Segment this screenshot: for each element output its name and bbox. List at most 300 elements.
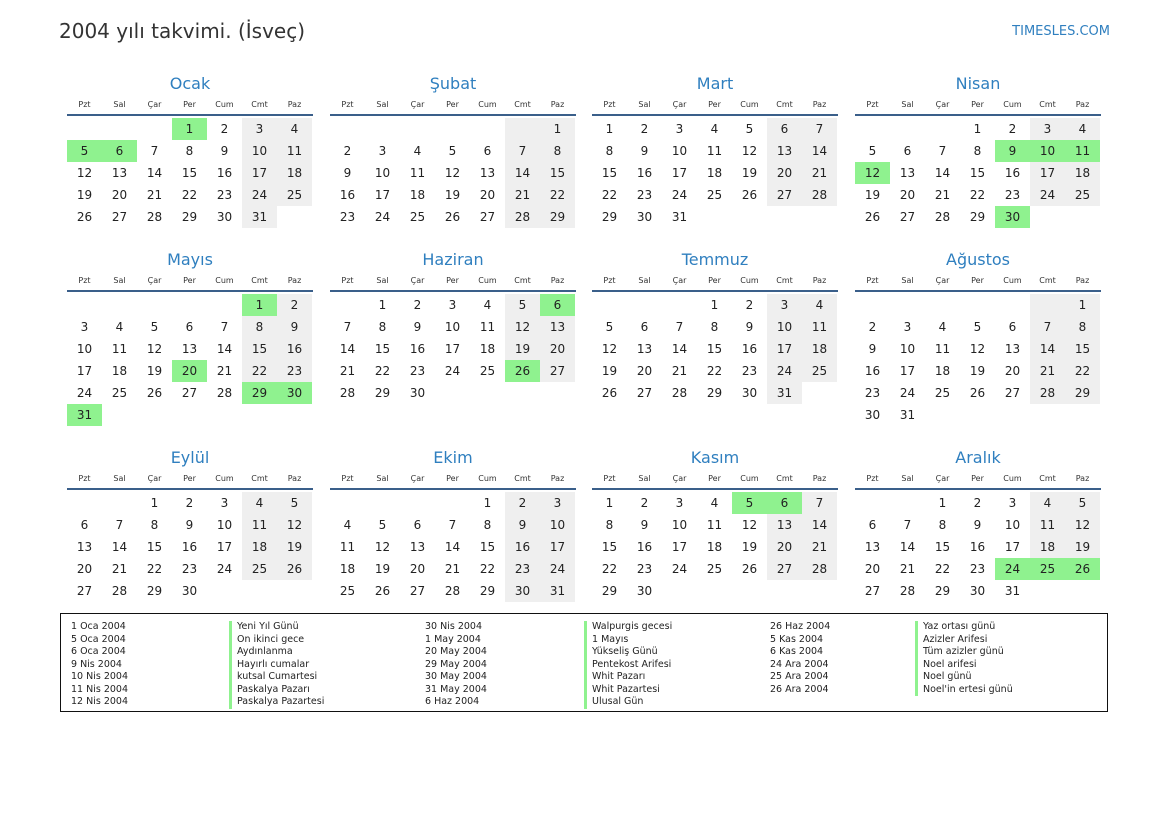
- day-cell: 12: [601, 342, 618, 356]
- day-cell: 2: [1008, 122, 1017, 136]
- weekday-label: Çar: [935, 100, 950, 109]
- day-grid: [592, 492, 838, 602]
- weekday-label: Sal: [638, 276, 651, 285]
- day-cell: 9: [868, 342, 877, 356]
- day-cell: 19: [741, 166, 758, 180]
- weekday-label: Pzt: [866, 276, 879, 285]
- day-cell: 24: [242, 184, 277, 206]
- empty-cell: [207, 294, 242, 316]
- day-cell: 26: [601, 386, 618, 400]
- legend-date: 6 Haz 2004: [425, 696, 480, 707]
- day-cell: 16: [505, 536, 540, 558]
- day-cell: 18: [339, 562, 356, 576]
- month-name: Temmuz: [681, 250, 749, 269]
- empty-cell: [1030, 206, 1065, 228]
- day-cell: 2: [277, 294, 312, 316]
- legend-holiday-name: Whit Pazartesi: [592, 683, 660, 695]
- day-cell: 31: [540, 580, 575, 602]
- empty-cell: [592, 294, 627, 316]
- day-cell: 25: [706, 562, 723, 576]
- day-cell: 4: [1065, 118, 1100, 140]
- day-cell: 20: [1004, 364, 1021, 378]
- day-cell: 13: [479, 166, 496, 180]
- month-name: Mart: [696, 74, 734, 93]
- day-cell: 23: [636, 188, 653, 202]
- empty-cell: [662, 294, 697, 316]
- day-cell: 1: [150, 496, 159, 510]
- empty-cell: [1065, 404, 1100, 426]
- day-grid: [67, 492, 313, 602]
- day-cell: 9: [640, 144, 649, 158]
- weekday-label: Cum: [740, 474, 759, 483]
- day-cell: 21: [802, 162, 837, 184]
- day-cell: 22: [374, 364, 391, 378]
- day-cell: 15: [540, 162, 575, 184]
- day-cell: 13: [111, 166, 128, 180]
- day-cell: 22: [181, 188, 198, 202]
- month-block: [330, 248, 576, 404]
- day-cell: 26: [374, 584, 391, 598]
- day-cell: 30: [636, 210, 653, 224]
- empty-cell: [767, 580, 802, 602]
- empty-cell: [102, 118, 137, 140]
- month-name: Şubat: [429, 74, 477, 93]
- empty-cell: [435, 492, 470, 514]
- day-cell: 7: [448, 518, 457, 532]
- day-cell: 13: [767, 140, 802, 162]
- weekday-label: Çar: [147, 474, 162, 483]
- day-cell: 20: [172, 360, 207, 382]
- day-cell: 20: [899, 188, 916, 202]
- weekday-label: Paz: [1075, 276, 1090, 285]
- day-cell: 15: [242, 338, 277, 360]
- day-cell: 30: [741, 386, 758, 400]
- day-cell: 9: [640, 518, 649, 532]
- legend-holiday-name: Ulusal Gün: [592, 696, 644, 707]
- day-cell: 20: [767, 162, 802, 184]
- day-cell: 26: [277, 558, 312, 580]
- day-cell: 1: [938, 496, 947, 510]
- day-cell: 2: [640, 496, 649, 510]
- day-cell: 7: [505, 140, 540, 162]
- day-cell: 21: [146, 188, 163, 202]
- day-cell: 1: [242, 294, 277, 316]
- day-cell: 3: [903, 320, 912, 334]
- day-cell: 18: [1030, 536, 1065, 558]
- empty-cell: [277, 206, 312, 228]
- empty-cell: [102, 294, 137, 316]
- weekday-label: Sal: [113, 474, 126, 483]
- day-cell: 14: [934, 166, 951, 180]
- weekday-label: Cum: [478, 100, 497, 109]
- day-cell: 17: [899, 364, 916, 378]
- brand-link[interactable]: TIMESLES.COM: [1012, 24, 1110, 39]
- weekday-header: [330, 272, 576, 292]
- weekday-header: [330, 470, 576, 490]
- day-cell: 4: [277, 118, 312, 140]
- day-cell: 1: [483, 496, 492, 510]
- day-cell: 17: [1030, 162, 1065, 184]
- day-cell: 12: [374, 540, 391, 554]
- day-cell: 10: [216, 518, 233, 532]
- day-cell: 13: [767, 514, 802, 536]
- legend-holiday-name: On ikinci gece: [237, 633, 305, 645]
- day-cell: 23: [409, 364, 426, 378]
- day-cell: 22: [934, 562, 951, 576]
- legend-name-column: [229, 621, 324, 709]
- day-grid: [67, 294, 313, 426]
- day-cell: 4: [710, 122, 719, 136]
- day-cell: 14: [505, 162, 540, 184]
- day-cell: 19: [277, 536, 312, 558]
- day-grid: [592, 118, 838, 228]
- day-cell: 5: [745, 122, 754, 136]
- weekday-label: Çar: [147, 100, 162, 109]
- empty-cell: [1065, 580, 1100, 602]
- day-cell: 24: [1030, 184, 1065, 206]
- weekday-header: [67, 470, 313, 490]
- day-cell: 23: [277, 360, 312, 382]
- weekday-label: Sal: [901, 100, 914, 109]
- day-cell: 27: [864, 584, 881, 598]
- weekday-label: Paz: [550, 474, 565, 483]
- weekday-label: Per: [183, 100, 196, 109]
- day-cell: 18: [277, 162, 312, 184]
- day-cell: 30: [969, 584, 986, 598]
- day-cell: 2: [640, 122, 649, 136]
- day-cell: 22: [601, 188, 618, 202]
- day-cell: 9: [277, 316, 312, 338]
- legend-holiday-name: Walpurgis gecesi: [592, 621, 673, 632]
- empty-cell: [102, 492, 137, 514]
- empty-cell: [802, 382, 837, 404]
- day-cell: 22: [540, 184, 575, 206]
- day-cell: 24: [216, 562, 233, 576]
- day-cell: 11: [706, 518, 723, 532]
- day-cell: 1: [172, 118, 207, 140]
- empty-cell: [172, 404, 207, 426]
- weekday-label: Cmt: [776, 276, 793, 285]
- day-cell: 10: [444, 320, 461, 334]
- weekday-label: Cmt: [776, 474, 793, 483]
- day-cell: 22: [242, 360, 277, 382]
- day-cell: 6: [868, 518, 877, 532]
- weekday-label: Cmt: [776, 100, 793, 109]
- day-cell: 25: [934, 386, 951, 400]
- day-cell: 30: [505, 580, 540, 602]
- day-cell: 27: [1004, 386, 1021, 400]
- day-cell: 29: [969, 210, 986, 224]
- day-cell: 11: [802, 316, 837, 338]
- day-cell: 5: [150, 320, 159, 334]
- empty-cell: [505, 118, 540, 140]
- weekday-label: Cmt: [1039, 474, 1056, 483]
- day-cell: 19: [146, 364, 163, 378]
- day-cell: 10: [767, 316, 802, 338]
- day-cell: 7: [802, 118, 837, 140]
- empty-cell: [1030, 404, 1065, 426]
- weekday-label: Cum: [215, 276, 234, 285]
- day-cell: 6: [1008, 320, 1017, 334]
- legend-holiday-name: Noel arifesi: [923, 658, 977, 670]
- day-cell: 23: [741, 364, 758, 378]
- legend-holiday-name: Azizler Arifesi: [923, 633, 988, 645]
- empty-cell: [172, 294, 207, 316]
- legend-holiday-name: Yükseliş Günü: [592, 646, 658, 657]
- empty-cell: [242, 404, 277, 426]
- empty-cell: [855, 294, 890, 316]
- day-cell: 28: [802, 184, 837, 206]
- day-cell: 16: [864, 364, 881, 378]
- weekday-label: Çar: [672, 474, 687, 483]
- day-cell: 6: [767, 118, 802, 140]
- day-cell: 24: [899, 386, 916, 400]
- day-cell: 16: [277, 338, 312, 360]
- day-cell: 30: [181, 584, 198, 598]
- day-cell: 17: [767, 338, 802, 360]
- day-cell: 1: [605, 122, 614, 136]
- day-cell: 16: [741, 342, 758, 356]
- empty-cell: [277, 580, 312, 602]
- day-cell: 10: [671, 518, 688, 532]
- day-cell: 18: [409, 188, 426, 202]
- day-cell: 19: [969, 364, 986, 378]
- day-cell: 2: [745, 298, 754, 312]
- day-cell: 26: [146, 386, 163, 400]
- day-cell: 22: [969, 188, 986, 202]
- day-cell: 4: [802, 294, 837, 316]
- empty-cell: [925, 404, 960, 426]
- day-cell: 27: [76, 584, 93, 598]
- day-cell: 29: [540, 206, 575, 228]
- day-cell: 28: [802, 558, 837, 580]
- day-cell: 24: [540, 558, 575, 580]
- day-cell: 11: [339, 540, 356, 554]
- empty-cell: [627, 294, 662, 316]
- empty-cell: [855, 492, 890, 514]
- day-cell: 28: [505, 206, 540, 228]
- day-cell: 25: [277, 184, 312, 206]
- month-block: [855, 72, 1101, 228]
- day-cell: 25: [802, 360, 837, 382]
- day-cell: 5: [277, 492, 312, 514]
- day-cell: 10: [1004, 518, 1021, 532]
- day-cell: 2: [973, 496, 982, 510]
- empty-cell: [470, 118, 505, 140]
- weekday-label: Çar: [147, 276, 162, 285]
- day-grid: [855, 294, 1101, 426]
- empty-cell: [365, 492, 400, 514]
- day-cell: 29: [181, 210, 198, 224]
- month-name: Eylül: [170, 448, 210, 467]
- empty-cell: [1030, 580, 1065, 602]
- month-name: Kasım: [690, 448, 740, 467]
- day-cell: 7: [938, 144, 947, 158]
- day-cell: 15: [181, 166, 198, 180]
- day-cell: 28: [146, 210, 163, 224]
- empty-cell: [1030, 294, 1065, 316]
- day-cell: 13: [1004, 342, 1021, 356]
- day-cell: 13: [636, 342, 653, 356]
- empty-cell: [400, 118, 435, 140]
- day-cell: 24: [76, 386, 93, 400]
- day-cell: 10: [899, 342, 916, 356]
- day-cell: 26: [741, 188, 758, 202]
- day-cell: 19: [1065, 536, 1100, 558]
- day-cell: 4: [1030, 492, 1065, 514]
- day-cell: 13: [864, 540, 881, 554]
- day-cell: 14: [1030, 338, 1065, 360]
- weekday-label: Pzt: [78, 474, 91, 483]
- day-cell: 5: [732, 492, 767, 514]
- day-cell: 8: [938, 518, 947, 532]
- empty-cell: [802, 206, 837, 228]
- day-cell: 17: [671, 540, 688, 554]
- day-cell: 15: [706, 342, 723, 356]
- day-cell: 6: [767, 492, 802, 514]
- empty-cell: [435, 118, 470, 140]
- weekday-label: Pzt: [78, 276, 91, 285]
- weekday-label: Paz: [550, 100, 565, 109]
- legend-date: 10 Nis 2004: [71, 671, 128, 682]
- month-block: [67, 72, 313, 228]
- weekday-label: Pzt: [78, 100, 91, 109]
- day-cell: 31: [671, 210, 688, 224]
- holiday-legend: [60, 613, 1108, 712]
- empty-cell: [137, 118, 172, 140]
- legend-holiday-name: Noel'in ertesi günü: [923, 683, 1013, 695]
- weekday-label: Pzt: [603, 474, 616, 483]
- day-cell: 28: [934, 210, 951, 224]
- weekday-label: Cmt: [514, 474, 531, 483]
- legend-date-column: [71, 621, 221, 709]
- day-cell: 29: [601, 584, 618, 598]
- day-cell: 27: [479, 210, 496, 224]
- day-cell: 4: [115, 320, 124, 334]
- day-cell: 8: [185, 144, 194, 158]
- day-cell: 3: [540, 492, 575, 514]
- legend-date-column: [770, 621, 920, 696]
- weekday-label: Pzt: [341, 474, 354, 483]
- day-cell: 20: [540, 338, 575, 360]
- day-cell: 29: [1065, 382, 1100, 404]
- empty-cell: [697, 580, 732, 602]
- day-cell: 5: [973, 320, 982, 334]
- day-cell: 3: [1008, 496, 1017, 510]
- day-cell: 6: [413, 518, 422, 532]
- empty-cell: [137, 404, 172, 426]
- legend-date: 26 Ara 2004: [770, 683, 829, 695]
- day-cell: 25: [242, 558, 277, 580]
- day-cell: 15: [1065, 338, 1100, 360]
- month-name: Mayıs: [167, 250, 213, 269]
- day-cell: 6: [185, 320, 194, 334]
- empty-cell: [662, 580, 697, 602]
- day-cell: 6: [102, 140, 137, 162]
- day-cell: 7: [220, 320, 229, 334]
- day-cell: 31: [67, 404, 102, 426]
- day-cell: 19: [505, 338, 540, 360]
- day-cell: 12: [277, 514, 312, 536]
- day-cell: 14: [444, 540, 461, 554]
- day-cell: 14: [216, 342, 233, 356]
- day-cell: 10: [76, 342, 93, 356]
- weekday-label: Pzt: [341, 100, 354, 109]
- weekday-label: Paz: [287, 100, 302, 109]
- day-cell: 4: [413, 144, 422, 158]
- day-cell: 9: [973, 518, 982, 532]
- day-cell: 1: [605, 496, 614, 510]
- day-cell: 4: [483, 298, 492, 312]
- day-cell: 12: [741, 518, 758, 532]
- day-cell: 5: [505, 294, 540, 316]
- day-cell: 26: [741, 562, 758, 576]
- day-cell: 21: [339, 364, 356, 378]
- weekday-label: Çar: [410, 100, 425, 109]
- day-cell: 21: [1030, 360, 1065, 382]
- day-cell: 16: [1004, 166, 1021, 180]
- weekday-header: [855, 470, 1101, 490]
- day-cell: 13: [540, 316, 575, 338]
- day-cell: 9: [413, 320, 422, 334]
- day-grid: [330, 492, 576, 602]
- day-cell: 8: [483, 518, 492, 532]
- day-cell: 24: [767, 360, 802, 382]
- day-cell: 26: [1065, 558, 1100, 580]
- day-cell: 8: [605, 518, 614, 532]
- weekday-label: Cum: [1003, 474, 1022, 483]
- empty-cell: [540, 382, 575, 404]
- day-cell: 23: [636, 562, 653, 576]
- day-cell: 29: [934, 584, 951, 598]
- month-name: Ekim: [433, 448, 473, 467]
- legend-date: 6 Oca 2004: [71, 646, 126, 657]
- day-cell: 7: [1030, 316, 1065, 338]
- day-cell: 31: [1004, 584, 1021, 598]
- weekday-label: Per: [446, 276, 459, 285]
- day-cell: 14: [802, 514, 837, 536]
- day-cell: 25: [1030, 558, 1065, 580]
- empty-cell: [960, 404, 995, 426]
- day-cell: 18: [706, 540, 723, 554]
- day-cell: 28: [1030, 382, 1065, 404]
- day-cell: 19: [444, 188, 461, 202]
- weekday-label: Sal: [113, 276, 126, 285]
- day-cell: 7: [343, 320, 352, 334]
- day-cell: 5: [1065, 492, 1100, 514]
- day-cell: 9: [185, 518, 194, 532]
- month-name: Ocak: [169, 74, 211, 93]
- day-cell: 17: [671, 166, 688, 180]
- legend-name-column: [584, 621, 672, 709]
- month-name: Nisan: [955, 74, 1001, 93]
- day-cell: 16: [636, 166, 653, 180]
- legend-holiday-name: Tüm azizler günü: [923, 646, 1004, 657]
- day-cell: 10: [540, 514, 575, 536]
- day-cell: 20: [479, 188, 496, 202]
- day-cell: 11: [1030, 514, 1065, 536]
- legend-date: 1 May 2004: [425, 633, 481, 645]
- day-cell: 8: [973, 144, 982, 158]
- empty-cell: [330, 118, 365, 140]
- day-cell: 5: [868, 144, 877, 158]
- day-cell: 24: [995, 558, 1030, 580]
- month-block: [855, 446, 1101, 602]
- weekday-label: Pzt: [866, 100, 879, 109]
- month-block: [330, 446, 576, 602]
- day-cell: 29: [242, 382, 277, 404]
- day-cell: 9: [745, 320, 754, 334]
